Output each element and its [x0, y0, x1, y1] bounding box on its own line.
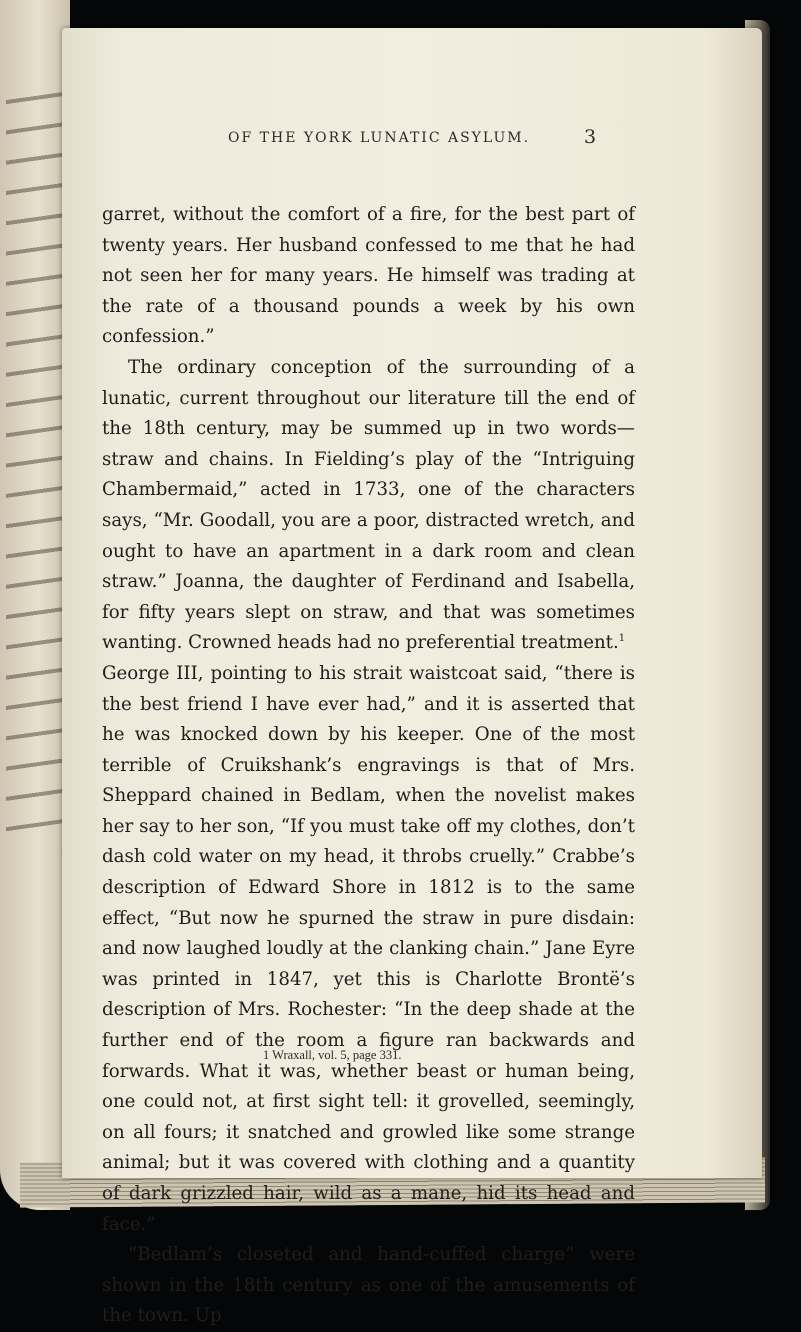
paragraph-text: The ordinary conception of the surrounding of a lunatic, current throughout our literature till the end of the 18th century, may be summed up in two words—straw and chains. In Fielding’s play of the “Intriguing Chambermaid,” acted in 1733, one of the characters says, “Mr. Goodall, you are a poor, distracted wretch, and ought to have an apartment in a dark room and clean straw.” Joanna, the daughter of Ferdinand and Isabella, for fifty years slept on straw, and that was sometimes wanting. Crowned heads had no preferential treatment. [102, 356, 635, 654]
paragraph: garret, without the comfort of a fire, for the best part of twenty years. Her husband confessed to me that he had not seen her for many years. He himself was trading at the rate of a thousand pounds a week by his own confession.” [102, 204, 635, 348]
footnote: 1 Wraxall, vol. 5, page 331. [263, 1048, 402, 1062]
show-through-text [6, 90, 66, 850]
page-number: 3 [584, 126, 597, 148]
paragraph: “Bedlam’s closeted and hand-cuffed charge” were shown in the 18th century as one of the amusements of the town. Up [102, 1244, 635, 1327]
paragraph: George III, pointing to his strait waistcoat said, “there is the best friend I have ever had,” and it is asserted that he was knocked down by his keeper. One of the most terrible of Cruikshank’s engravings is that of Mrs. Sheppard chained in Bedlam, when the novelist makes her say to her son, “If you must take off my clothes, don’t dash cold water on my head, it throbs cruelly.” Crabbe’s description of Edward Shore in 1812 is to the same effect, “But now he spurned the straw in pure disdain: and now laughed loudly at the clanking chain.” Jane Eyre was printed in 1847, yet this is Charlotte Brontë’s description of Mrs. Rochester: “In the deep shade at the further end of the room a figure ran backwards and forwards. What it was, whether beast or human being, one could not, at first sight tell: it grovelled, seemingly, on all fours; it snatched and growled like some strange animal; but it was covered with clothing and a quantity of dark grizzled hair, wild as a mane, hid its head and face.” [102, 662, 635, 1235]
body-text [102, 200, 635, 1332]
running-head: OF THE YORK LUNATIC ASYLUM. [228, 130, 531, 146]
paragraph [102, 353, 635, 659]
facing-page-edge [0, 0, 70, 1210]
footnote-marker: 1 [618, 633, 626, 645]
